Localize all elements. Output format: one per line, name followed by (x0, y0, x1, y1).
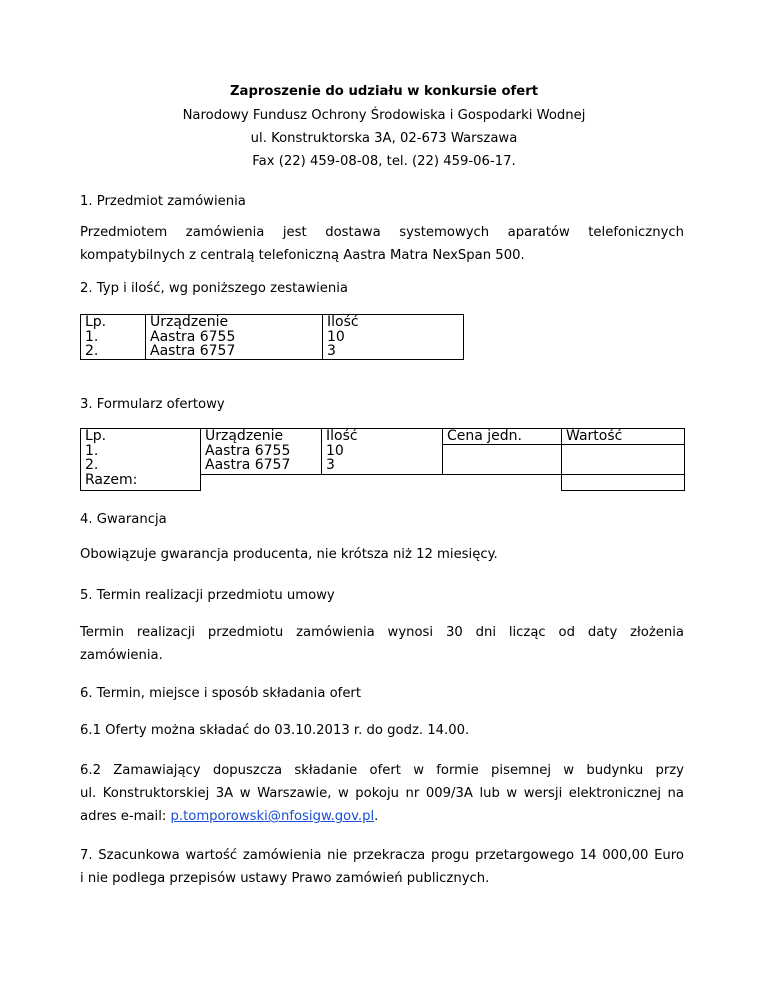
table-cell-quantity (323, 315, 464, 360)
section-1-heading: 1. Przedmiot zamówienia (80, 194, 246, 209)
table-row (81, 315, 464, 360)
row-lp: 1. (85, 442, 99, 459)
table-cell-device (146, 315, 323, 360)
section-4-text: Obowiązuje gwarancja producenta, nie krótsza niż 12 miesięcy. (80, 547, 498, 562)
column-header-lp: Lp. (85, 314, 107, 330)
section-7-text-line-1: 7. Szacunkowa wartość zamówienia nie przekracza progu przetargowego 14 000,00 Euro (80, 848, 684, 863)
email-link[interactable]: p.tomporowski@nfosigw.gov.pl (170, 809, 375, 824)
organization-address: ul. Konstruktorska 3A, 02-673 Warszawa (250, 131, 518, 146)
table-cell-lp (81, 429, 201, 491)
row-device: Aastra 6755 (205, 442, 291, 459)
section-2-heading: 2. Typ i ilość, wg poniższego zestawienia (80, 281, 348, 296)
section-6-heading: 6. Termin, miejsce i sposób składania ofert (80, 686, 362, 701)
table-row (81, 429, 685, 445)
section-6-2-text-line-1: 6.2 Zamawiający dopuszcza składanie ofert w formie pisemnej w budynku przy (80, 763, 684, 778)
section-7-text-line-2: i nie podlega przepisów ustawy Prawo zamówień publicznych. (80, 871, 490, 886)
column-header-device: Urządzenie (205, 428, 284, 444)
row-device: Aastra 6755 (150, 328, 236, 345)
table-cell-device (201, 429, 322, 475)
row-quantity: 10 (326, 442, 344, 459)
column-header-quantity: Ilość (327, 314, 359, 330)
organization-name: Narodowy Fundusz Ochrony Środowiska i Gospodarki Wodnej (182, 108, 586, 123)
column-header-lp: Lp. (85, 428, 107, 444)
section-5-text-line-2: zamówienia. (80, 648, 163, 663)
offer-form-table (80, 428, 685, 491)
column-header-quantity: Ilość (326, 428, 358, 444)
row-lp: 2. (85, 343, 99, 359)
value-cell (562, 445, 685, 475)
section-6-2-text-line-3 (80, 809, 378, 825)
email-suffix: . (374, 809, 379, 824)
table-cell-quantity (322, 429, 443, 475)
section-5-text-line-1: Termin realizacji przedmiotu zamówienia wynosi 30 dni licząc od daty złożenia (80, 625, 684, 640)
row-lp: 2. (85, 457, 99, 473)
document-title: Zaproszenie do udziału w konkursie ofert (229, 84, 539, 99)
column-header-unit-price: Cena jedn. (443, 429, 562, 445)
section-1-text-line-1: Przedmiotem zamówienia jest dostawa systemowych aparatów telefonicznych (80, 225, 684, 240)
section-4-heading: 4. Gwarancja (80, 512, 167, 527)
row-quantity: 3 (326, 457, 335, 473)
row-device: Aastra 6757 (150, 343, 236, 359)
section-6-2-text-line-2: ul. Konstruktorskiej 3A w Warszawie, w pokoju nr 009/3A lub w wersji elektronicznej na (80, 786, 684, 801)
total-label: Razem: (85, 471, 138, 488)
row-lp: 1. (85, 328, 99, 345)
organization-contact: Fax (22) 459-08-08, tel. (22) 459-06-17. (252, 154, 516, 169)
email-prefix: adres e-mail: (80, 809, 171, 824)
column-header-value: Wartość (562, 429, 685, 445)
table-cell-lp (81, 315, 146, 360)
row-quantity: 10 (327, 328, 345, 345)
device-quantity-table (80, 314, 464, 360)
section-1-text-line-2: kompatybilnych z centralą telefoniczną Aastra Matra NexSpan 500. (80, 248, 525, 263)
row-device: Aastra 6757 (205, 457, 291, 473)
row-quantity: 3 (327, 343, 336, 359)
blank-area (201, 475, 562, 491)
section-5-heading: 5. Termin realizacji przedmiotu umowy (80, 588, 335, 603)
section-3-heading: 3. Formularz ofertowy (80, 397, 225, 412)
section-6-1-text: 6.1 Oferty można składać do 03.10.2013 r. do godz. 14.00. (80, 723, 470, 738)
unit-price-cell (443, 445, 562, 475)
total-value-cell (562, 475, 685, 491)
column-header-device: Urządzenie (150, 314, 229, 330)
